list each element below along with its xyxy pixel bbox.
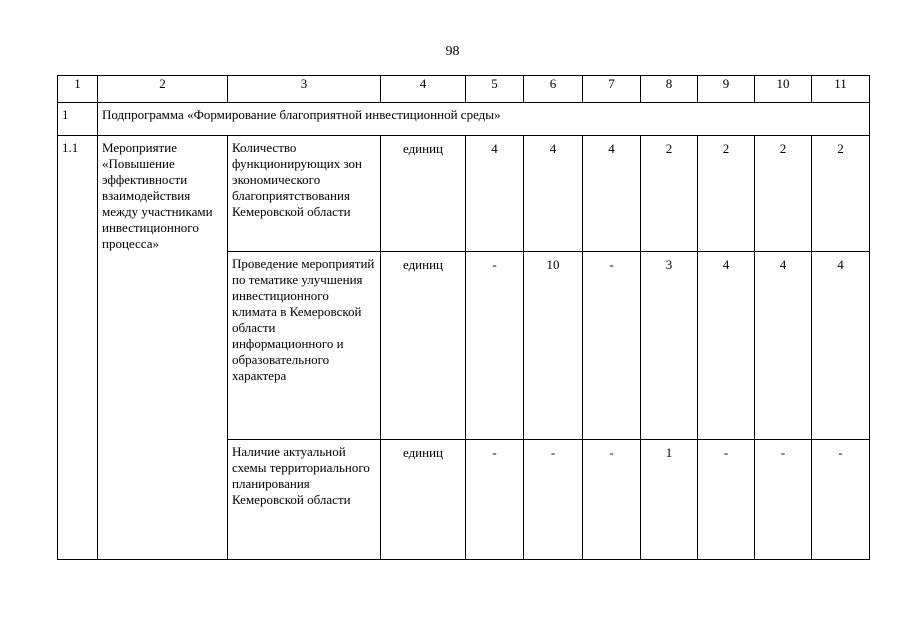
value-cell: 2: [812, 136, 870, 252]
value-cell: 4: [812, 252, 870, 440]
indicator-unit: единиц: [381, 440, 466, 560]
header-cell: 9: [698, 76, 755, 103]
value-cell: 4: [698, 252, 755, 440]
value-cell: -: [466, 440, 524, 560]
header-cell: 2: [98, 76, 228, 103]
table-row: [58, 136, 870, 252]
value-cell: -: [583, 440, 641, 560]
header-cell: 4: [381, 76, 466, 103]
measure-number: 1.1: [58, 136, 98, 560]
value-cell: -: [812, 440, 870, 560]
value-cell: 2: [641, 136, 698, 252]
indicator-name: Наличие актуальной схемы территориального планирования Кемеровской области: [228, 440, 381, 560]
header-cell: 3: [228, 76, 381, 103]
value-cell: -: [583, 252, 641, 440]
subprogram-title: Подпрограмма «Формирование благоприятной инвестиционной среды»: [98, 103, 870, 136]
value-cell: 4: [755, 252, 812, 440]
value-cell: 10: [524, 252, 583, 440]
indicator-unit: единиц: [381, 136, 466, 252]
value-cell: -: [524, 440, 583, 560]
value-cell: 2: [698, 136, 755, 252]
value-cell: 2: [755, 136, 812, 252]
measure-title: Мероприятие «Повышение эффективности взаимодействия между участниками инвестиционного процесса»: [98, 136, 228, 560]
header-cell: 5: [466, 76, 524, 103]
header-cell: 1: [58, 76, 98, 103]
value-cell: 3: [641, 252, 698, 440]
header-cell: 10: [755, 76, 812, 103]
header-cell: 8: [641, 76, 698, 103]
indicators-table: [57, 75, 870, 560]
indicator-name: Количество функционирующих зон экономического благоприятствования Кемеровской области: [228, 136, 381, 252]
page-number: 98: [445, 44, 460, 59]
subprogram-row: [58, 103, 870, 136]
header-cell: 7: [583, 76, 641, 103]
header-row: [58, 76, 870, 103]
value-cell: -: [698, 440, 755, 560]
indicator-name: Проведение мероприятий по тематике улучшения инвестиционного климата в Кемеровской области информационного и образовательного характера: [228, 252, 381, 440]
value-cell: -: [466, 252, 524, 440]
subprogram-number: 1: [58, 103, 98, 136]
indicator-unit: единиц: [381, 252, 466, 440]
value-cell: 4: [524, 136, 583, 252]
header-cell: 11: [812, 76, 870, 103]
value-cell: 1: [641, 440, 698, 560]
value-cell: 4: [466, 136, 524, 252]
value-cell: -: [755, 440, 812, 560]
header-cell: 6: [524, 76, 583, 103]
value-cell: 4: [583, 136, 641, 252]
